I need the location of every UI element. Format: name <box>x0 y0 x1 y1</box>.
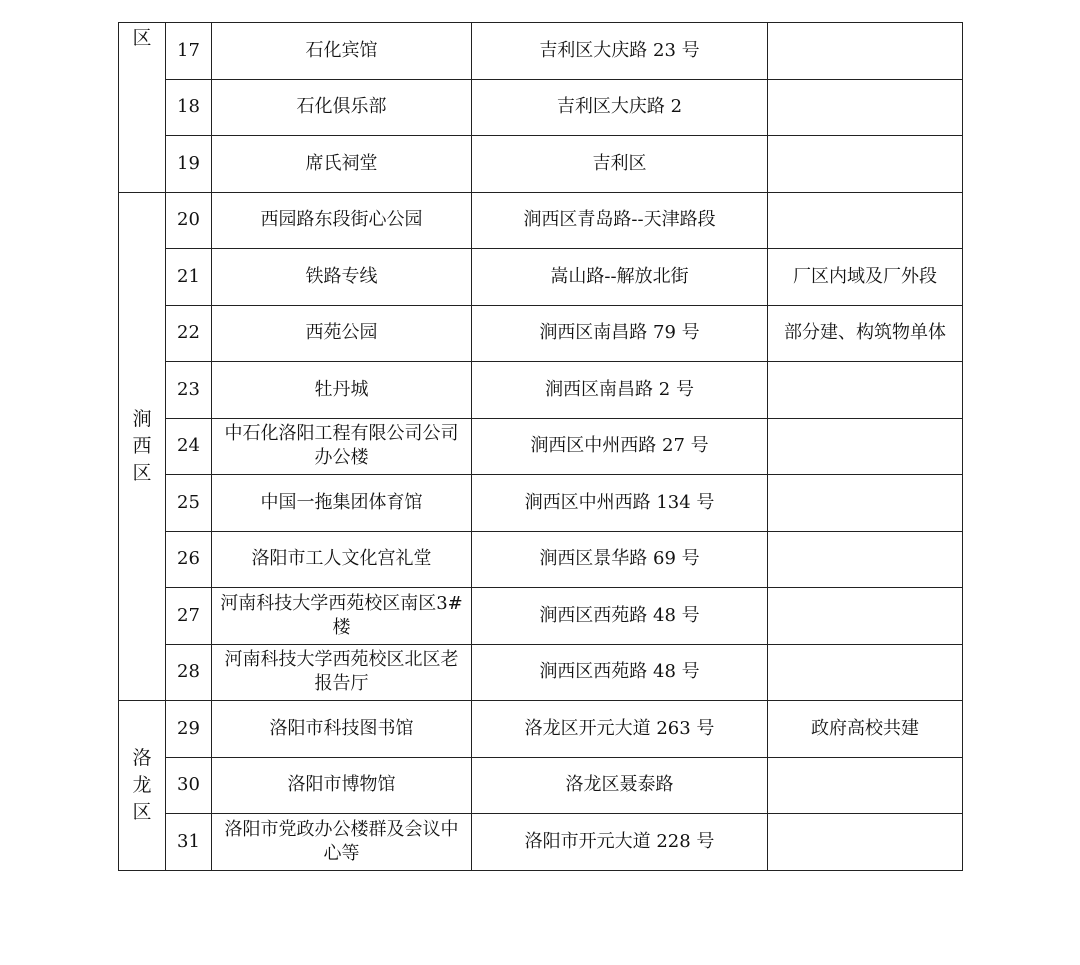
site-name: 洛阳市党政办公楼群及会议中心等 <box>212 814 472 871</box>
row-number: 31 <box>166 814 212 871</box>
site-note <box>768 192 963 249</box>
table-row <box>119 79 963 136</box>
site-address: 吉利区 <box>472 136 768 193</box>
row-number: 30 <box>166 757 212 814</box>
site-name: 河南科技大学西苑校区北区老报告厅 <box>212 644 472 701</box>
site-address: 涧西区中州西路 27 号 <box>472 418 768 475</box>
row-number: 26 <box>166 531 212 588</box>
site-name: 铁路专线 <box>212 249 472 306</box>
table-row <box>119 192 963 249</box>
site-name: 西园路东段街心公园 <box>212 192 472 249</box>
table-row <box>119 701 963 758</box>
table-row <box>119 418 963 475</box>
site-note <box>768 531 963 588</box>
site-address: 涧西区南昌路 2 号 <box>472 362 768 419</box>
row-number: 18 <box>166 79 212 136</box>
site-note: 政府高校共建 <box>768 701 963 758</box>
site-note <box>768 814 963 871</box>
site-note <box>768 136 963 193</box>
table-row <box>119 757 963 814</box>
site-note <box>768 475 963 532</box>
site-address: 洛龙区聂泰路 <box>472 757 768 814</box>
row-number: 17 <box>166 23 212 80</box>
row-number: 29 <box>166 701 212 758</box>
row-number: 27 <box>166 588 212 645</box>
site-address: 涧西区青岛路--天津路段 <box>472 192 768 249</box>
table-row <box>119 588 963 645</box>
site-name: 洛阳市博物馆 <box>212 757 472 814</box>
site-address: 洛阳市开元大道 228 号 <box>472 814 768 871</box>
site-note: 部分建、构筑物单体 <box>768 305 963 362</box>
site-name: 石化宾馆 <box>212 23 472 80</box>
site-address: 涧西区西苑路 48 号 <box>472 588 768 645</box>
table-row <box>119 249 963 306</box>
site-note <box>768 757 963 814</box>
site-address: 涧西区南昌路 79 号 <box>472 305 768 362</box>
table-row <box>119 136 963 193</box>
site-note <box>768 79 963 136</box>
district-cell <box>119 23 166 193</box>
site-address: 嵩山路--解放北街 <box>472 249 768 306</box>
row-number: 20 <box>166 192 212 249</box>
table-row <box>119 362 963 419</box>
table-row <box>119 305 963 362</box>
site-note: 厂区内域及厂外段 <box>768 249 963 306</box>
site-address: 吉利区大庆路 23 号 <box>472 23 768 80</box>
row-number: 19 <box>166 136 212 193</box>
row-number: 28 <box>166 644 212 701</box>
site-name: 石化俱乐部 <box>212 79 472 136</box>
site-note <box>768 362 963 419</box>
site-name: 席氏祠堂 <box>212 136 472 193</box>
site-note <box>768 418 963 475</box>
district-name: 区 <box>132 27 152 49</box>
table-row <box>119 644 963 701</box>
site-name: 中国一拖集团体育馆 <box>212 475 472 532</box>
site-name: 洛阳市科技图书馆 <box>212 701 472 758</box>
site-address: 洛龙区开元大道 263 号 <box>472 701 768 758</box>
site-name: 河南科技大学西苑校区南区3#楼 <box>212 588 472 645</box>
table-row <box>119 23 963 80</box>
district-name: 洛龙区 <box>132 746 152 823</box>
row-number: 23 <box>166 362 212 419</box>
site-name: 西苑公园 <box>212 305 472 362</box>
site-name: 洛阳市工人文化宫礼堂 <box>212 531 472 588</box>
district-name: 涧西区 <box>132 407 152 484</box>
site-note <box>768 588 963 645</box>
row-number: 25 <box>166 475 212 532</box>
site-name: 中石化洛阳工程有限公司公司办公楼 <box>212 418 472 475</box>
row-number: 21 <box>166 249 212 306</box>
site-address: 涧西区西苑路 48 号 <box>472 644 768 701</box>
site-name: 牡丹城 <box>212 362 472 419</box>
heritage-sites-table <box>118 22 963 871</box>
row-number: 22 <box>166 305 212 362</box>
table-row <box>119 814 963 871</box>
site-note <box>768 23 963 80</box>
table-row <box>119 475 963 532</box>
row-number: 24 <box>166 418 212 475</box>
site-address: 涧西区景华路 69 号 <box>472 531 768 588</box>
district-cell <box>119 192 166 701</box>
site-address: 吉利区大庆路 2 <box>472 79 768 136</box>
table-row <box>119 531 963 588</box>
table-body <box>119 23 963 871</box>
site-note <box>768 644 963 701</box>
district-cell <box>119 701 166 871</box>
site-address: 涧西区中州西路 134 号 <box>472 475 768 532</box>
